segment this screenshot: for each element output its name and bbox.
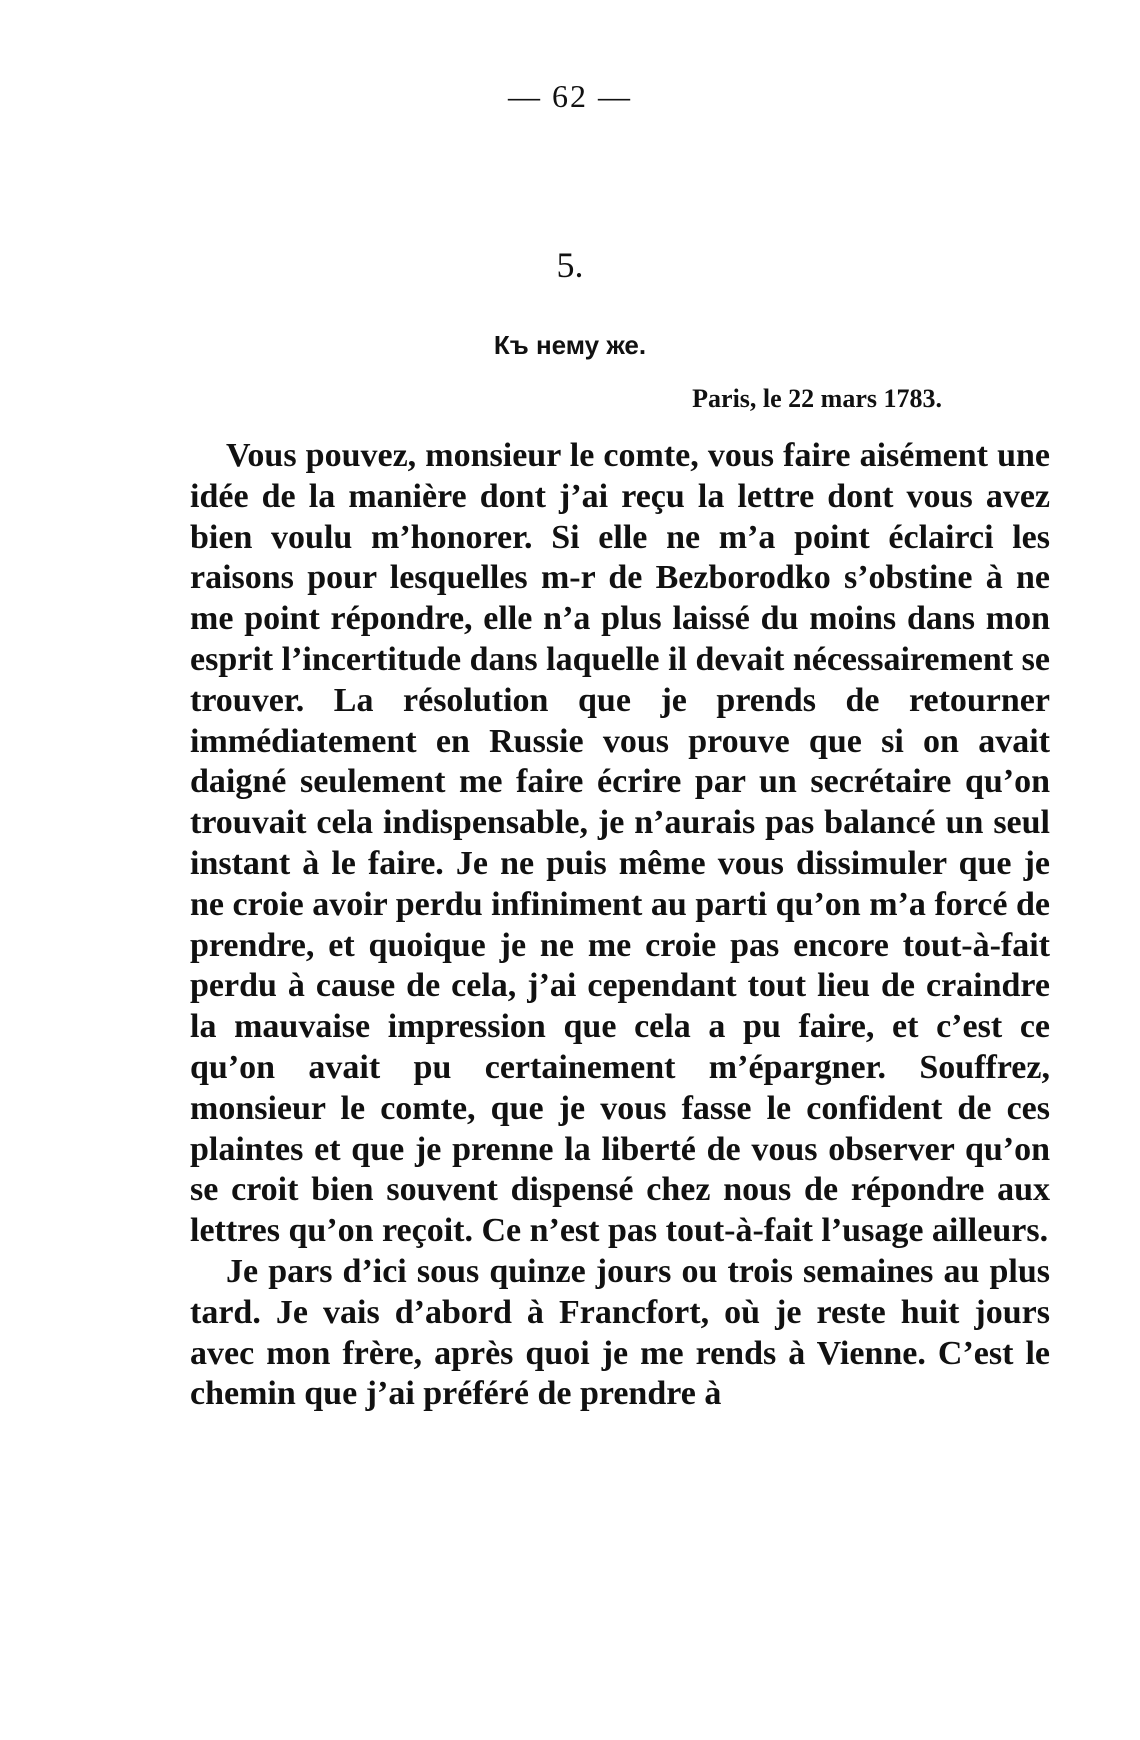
page-number: — 62 — [508, 78, 632, 114]
letter-dateline: Paris, le 22 mars 1783. [692, 384, 942, 413]
letter-body [190, 436, 1050, 1415]
body-paragraph-2: Je pars d’ici sous quinze jours ou trois semaines au plus tard. Je vais d’abord à Francfort, où je reste huit jours avec mon frère, après quoi je me rends à Vienne. C’est le chemin que j’ai préféré de prendre à [190, 1252, 1050, 1413]
letter-number: 5. [556, 245, 584, 285]
body-paragraph-1: Vous pouvez, monsieur le comte, vous faire aisément une idée de la manière dont j’ai reçu la lettre dont vous avez bien voulu m’honorer. Si elle ne m’a point éclairci les raisons pour lesquelles m-r de Bezborodko s’obstine à ne me point répondre, elle n’a plus laissé du moins dans mon esprit l’incertitude dans laquelle il devait nécessairement se trouver. La résolution que je prends de retourner immédiatement en Russie vous prouve que si on avait daigné seulement me faire écrire par un secrétaire qu’on trouvait cela indispensable, je n’aurais pas balancé un seul instant à le faire. Je ne puis même vous dissimuler que je ne croie avoir perdu infiniment au parti qu’on m’a forcé de prendre, et quoique je ne me croie pas encore tout-à-fait perdu à cause de cela, j’ai cependant tout lieu de craindre la mauvaise impression que cela a pu faire, et c’est ce qu’on avait pu certainement m’épargner. Souffrez, monsieur le comte, que je vous fasse le confident de ces plaintes et que je prenne la liberté de vous observer qu’on se croit bien souvent dispensé chez nous de répondre aux lettres qu’on reçoit. Ce n’est pas tout-à-fait l’usage ailleurs. [190, 437, 1050, 1250]
letter-heading: Къ нему же. [493, 330, 647, 360]
